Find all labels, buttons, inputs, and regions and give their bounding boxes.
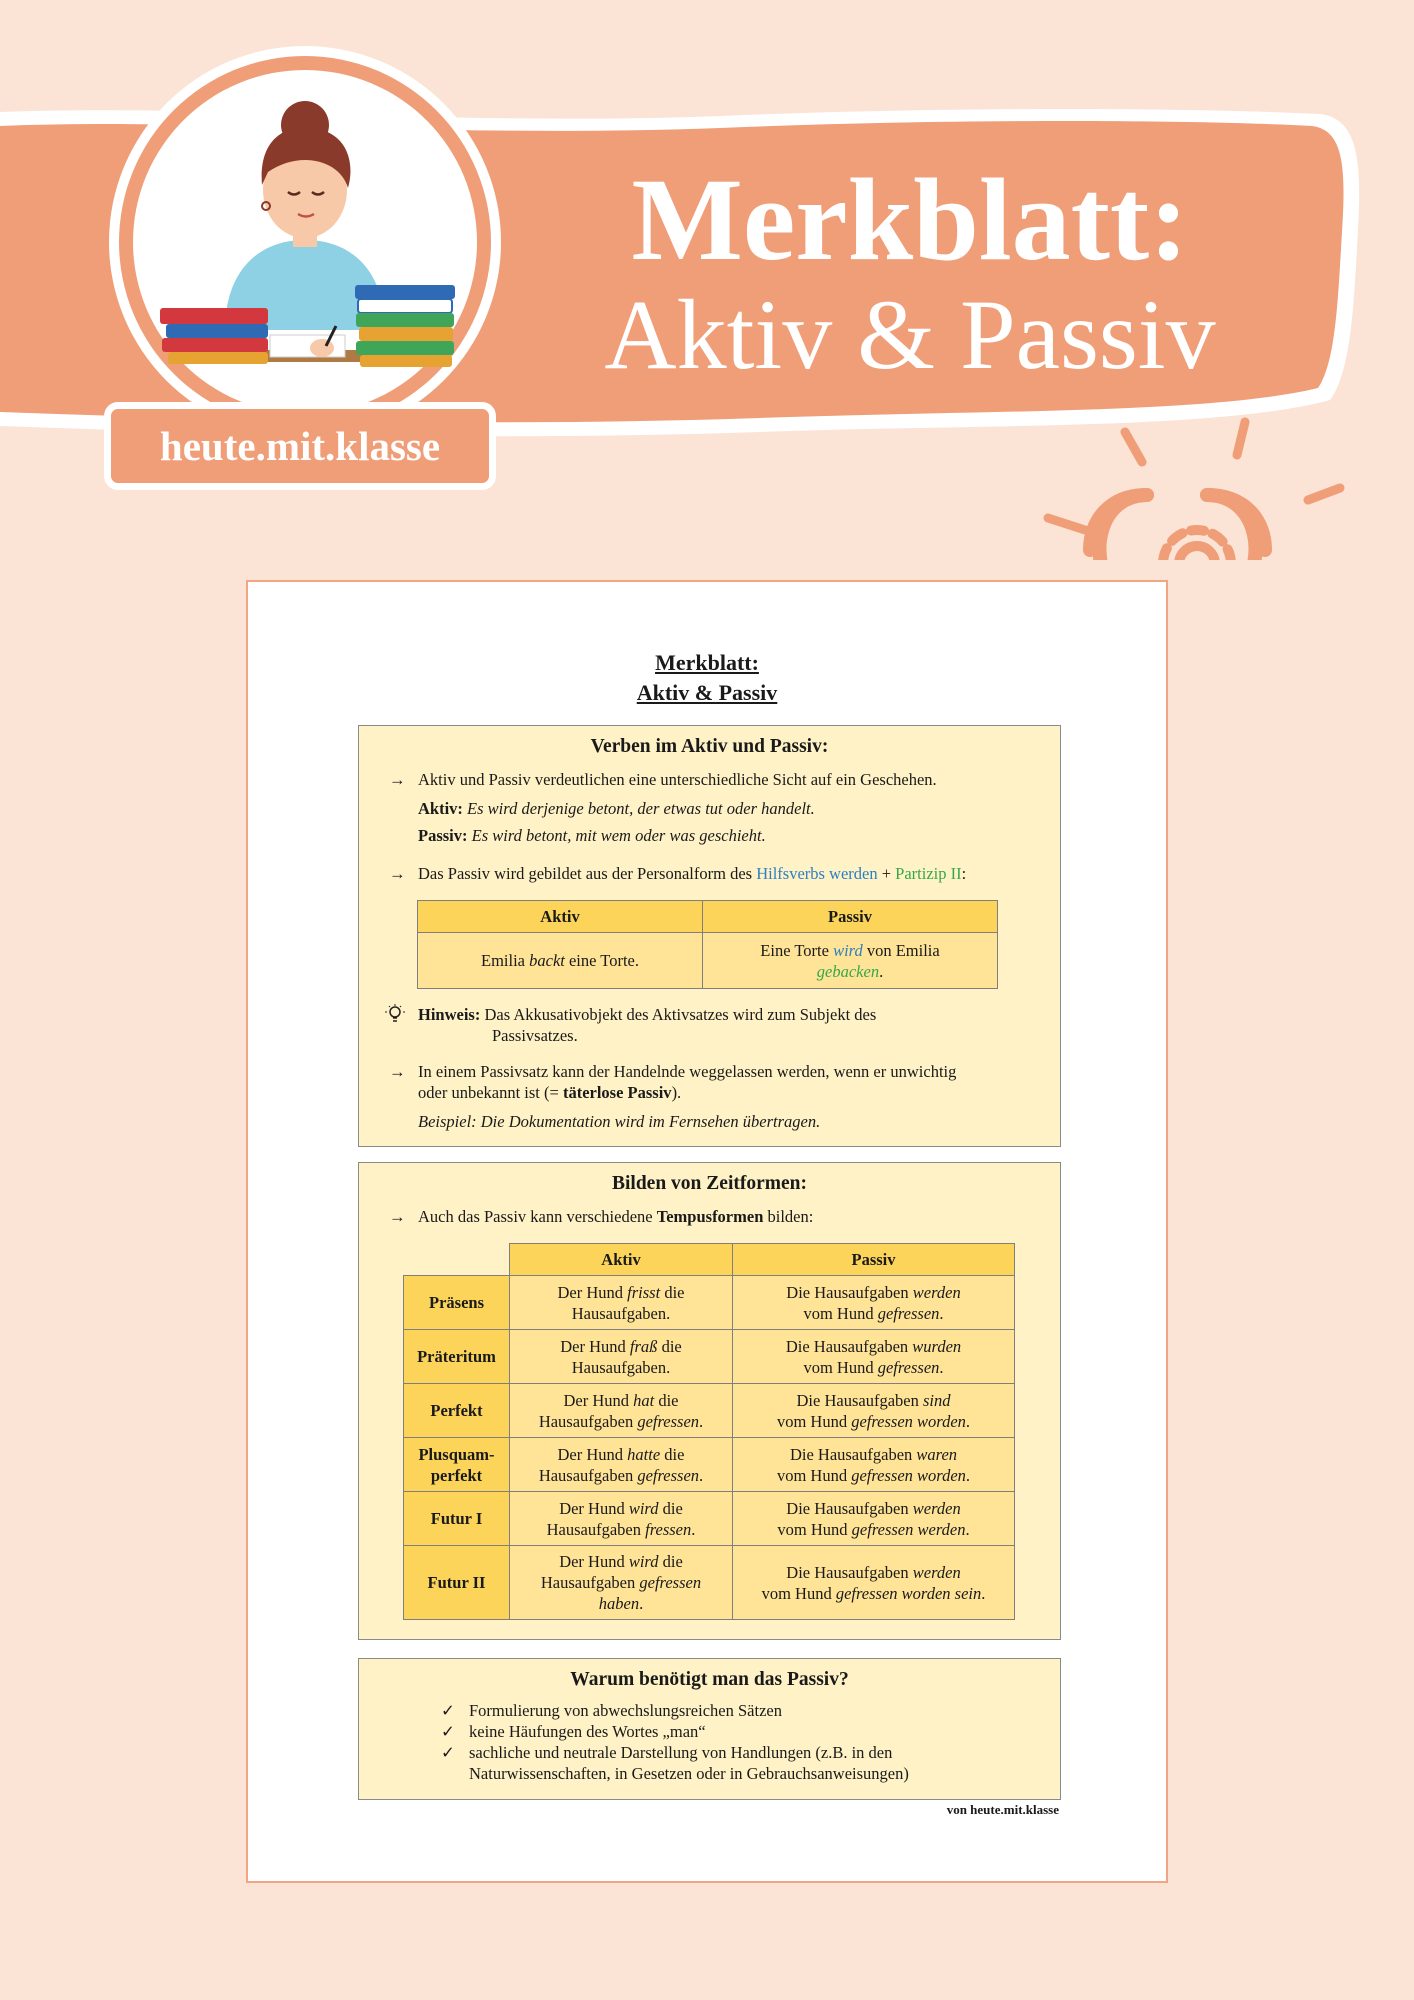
- section-warum: [358, 1658, 1061, 1800]
- right-arrow-icon: →: [389, 770, 406, 789]
- table-row: [404, 1492, 1015, 1546]
- tense-header-passiv: Passiv: [733, 1244, 1015, 1276]
- tense-label: Perfekt: [404, 1384, 510, 1438]
- passiv-example: Eine Torte wird von Emilia gebacken.: [703, 933, 998, 989]
- tense-aktiv-cell: Der Hund wird die Hausaufgaben fressen.: [510, 1492, 733, 1546]
- point-sicht-text: Aktiv und Passiv verdeutlichen eine unterschiedliche Sicht auf ein Geschehen.: [418, 770, 937, 789]
- aktiv-example: Emilia backt eine Torte.: [418, 933, 703, 989]
- hilfsverb-term: Hilfsverbs werden: [756, 864, 878, 883]
- list-item: ✓ sachliche und neutrale Darstellung von Handlungen (z.B. in den Naturwissenschaften, in Gesetzen oder in Gebrauchsanweisungen): [441, 1743, 909, 1783]
- tense-aktiv-cell: Der Hund hatte die Hausaufgaben gefressen.: [510, 1438, 733, 1492]
- checkmark-icon: ✓: [441, 1743, 455, 1762]
- table-row: [404, 1276, 1015, 1330]
- document-title-line1: Merkblatt:: [655, 650, 759, 675]
- table-row: [404, 1330, 1015, 1384]
- hinweis-line1: Das Akkusativobjekt des Aktivsatzes wird zum Subjekt des: [484, 1005, 877, 1024]
- aktiv-text: Es wird derjenige betont, der etwas tut oder handelt.: [467, 799, 815, 818]
- section-zeitformen: [358, 1162, 1061, 1640]
- tense-label: Futur I: [404, 1492, 510, 1546]
- table-row: [404, 1384, 1015, 1438]
- table-header-passiv: Passiv: [703, 901, 998, 933]
- document-title-line2: Aktiv & Passiv: [636, 680, 778, 705]
- banner-title-line2: Aktiv & Passiv: [604, 279, 1216, 390]
- reason-list: [441, 1700, 1040, 1784]
- hinweis-line2: Passivsatzes.: [492, 1026, 578, 1045]
- hinweis-block: [385, 1004, 1040, 1046]
- partizip-term: Partizip II: [895, 864, 962, 883]
- table-header-aktiv: Aktiv: [418, 901, 703, 933]
- passiv-definition: [389, 825, 1040, 846]
- point-bildung: [389, 863, 1040, 884]
- passiv-text: Es wird betont, mit wem oder was geschieht.: [471, 826, 766, 845]
- point-taeterlos: → In einem Passivsatz kann der Handelnde weggelassen werden, wenn er unwichtig oder unbekannt ist (= täterlose Passiv).: [389, 1062, 957, 1102]
- taeterlos-line1: In einem Passivsatz kann der Handelnde weggelassen werden, wenn er unwichtig: [418, 1062, 957, 1081]
- table-row: [404, 1438, 1015, 1492]
- plus-sign: +: [877, 864, 896, 883]
- section-verben-heading: Verben im Aktiv und Passiv:: [590, 736, 829, 757]
- right-arrow-icon: →: [389, 1207, 406, 1226]
- header-banner: [0, 0, 1414, 560]
- tense-aktiv-cell: Der Hund frisst die Hausaufgaben.: [510, 1276, 733, 1330]
- passiv-label: Passiv:: [418, 826, 468, 845]
- tense-label: Präsens: [404, 1276, 510, 1330]
- section-verben: [358, 725, 1061, 1147]
- tempus-term: Tempusformen: [656, 1207, 764, 1226]
- tense-passiv-cell: Die Hausaufgaben werden vom Hund gefressen.: [733, 1276, 1015, 1330]
- footer-credit: von heute.mit.klasse: [946, 1802, 1059, 1817]
- tense-aktiv-cell: Der Hund fraß die Hausaufgaben.: [510, 1330, 733, 1384]
- teacher-with-books-illustration: [109, 46, 501, 438]
- banner-title-line1: Merkblatt:: [631, 154, 1189, 285]
- lightbulb-gear-icon: [1048, 422, 1345, 560]
- tense-label: Futur II: [404, 1546, 510, 1620]
- taeterlos-term: täterlose Passiv: [562, 1083, 672, 1102]
- tense-table-corner: [404, 1244, 510, 1276]
- aktiv-definition: [389, 798, 1040, 819]
- beispiel-text: Beispiel: Die Dokumentation wird im Fernsehen übertragen.: [418, 1112, 821, 1131]
- checkmark-icon: ✓: [441, 1701, 455, 1720]
- right-arrow-icon: →: [389, 1062, 406, 1081]
- aktiv-label: Aktiv:: [418, 799, 463, 818]
- tense-header-aktiv: Aktiv: [510, 1244, 733, 1276]
- checkmark-icon: ✓: [441, 1722, 455, 1741]
- tense-passiv-cell: Die Hausaufgaben werden vom Hund gefressen werden.: [733, 1492, 1015, 1546]
- tense-table: [403, 1243, 1015, 1620]
- tense-passiv-cell: Die Hausaufgaben waren vom Hund gefressen worden.: [733, 1438, 1015, 1492]
- table-row: [404, 1546, 1015, 1620]
- hinweis-label: Hinweis:: [418, 1005, 481, 1024]
- section-zeitformen-heading: Bilden von Zeitformen:: [612, 1173, 807, 1194]
- point-sicht: [389, 769, 1040, 790]
- tense-aktiv-cell: Der Hund hat die Hausaufgaben gefressen.: [510, 1384, 733, 1438]
- tense-label: Plusquam- perfekt: [404, 1438, 510, 1492]
- section-warum-heading: Warum benötigt man das Passiv?: [570, 1669, 849, 1690]
- list-item: ✓ Formulierung von abwechslungsreichen Sätzen: [441, 1701, 782, 1720]
- list-item: ✓ keine Häufungen des Wortes „man“: [441, 1722, 706, 1741]
- document-sheet: [246, 580, 1168, 1883]
- point-tempus: → Auch das Passiv kann verschiedene Tempusformen bilden:: [389, 1207, 814, 1226]
- tense-passiv-cell: Die Hausaufgaben werden vom Hund gefressen worden sein.: [733, 1546, 1015, 1620]
- tense-passiv-cell: Die Hausaufgaben sind vom Hund gefressen worden.: [733, 1384, 1015, 1438]
- lightbulb-hint-icon: [385, 1004, 405, 1026]
- aktiv-passiv-example-table: [417, 900, 998, 989]
- brand-badge: heute.mit.klasse: [104, 402, 496, 490]
- tense-passiv-cell: Die Hausaufgaben wurden vom Hund gefressen.: [733, 1330, 1015, 1384]
- beispiel: [389, 1111, 1040, 1132]
- bildung-suffix: :: [961, 864, 967, 883]
- bildung-prefix: Das Passiv wird gebildet aus der Personalform des: [418, 864, 757, 883]
- right-arrow-icon: →: [389, 864, 406, 883]
- tense-aktiv-cell: Der Hund wird die Hausaufgaben gefressen haben.: [510, 1546, 733, 1620]
- tense-label: Präteritum: [404, 1330, 510, 1384]
